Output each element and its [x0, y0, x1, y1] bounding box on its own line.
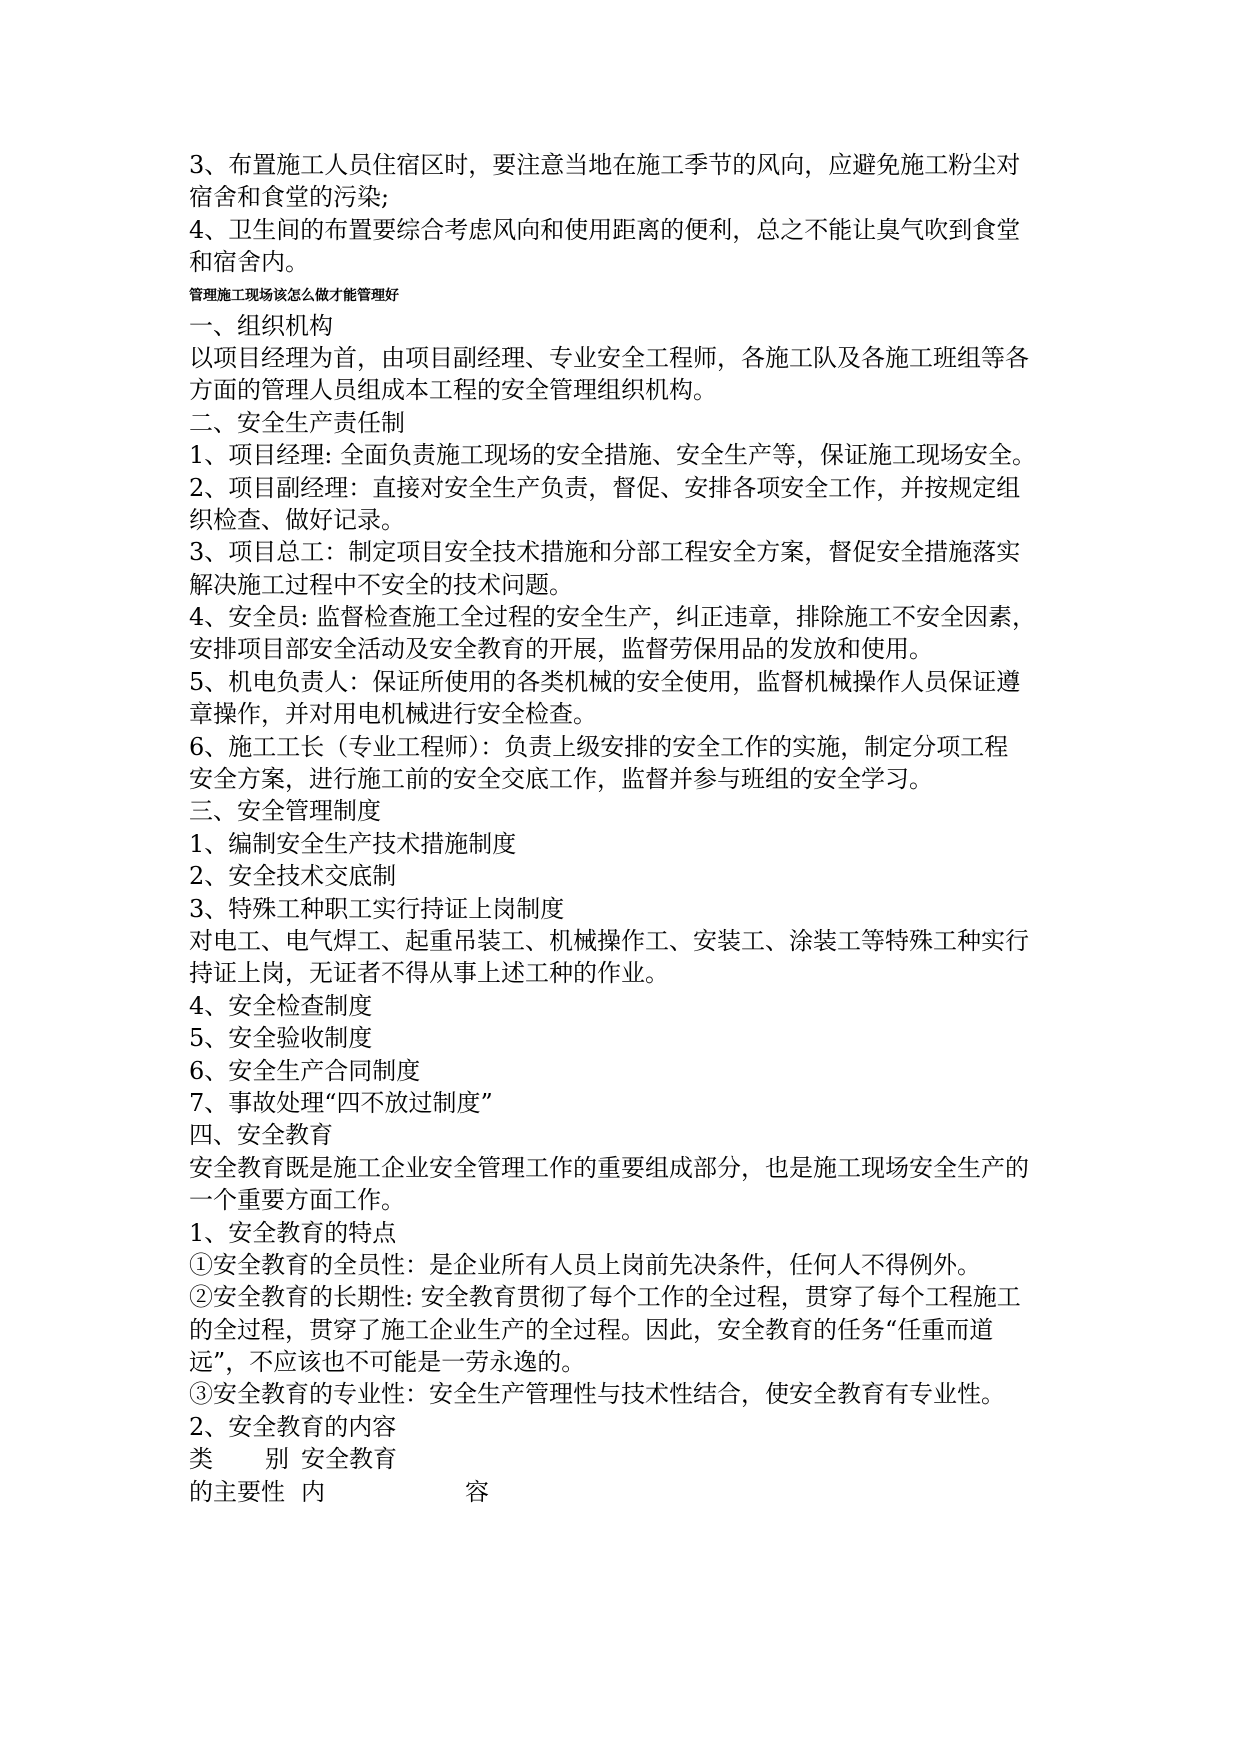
- table-header-content-char-1: 内: [301, 1478, 325, 1507]
- text-line: 和宿舍内。: [189, 248, 309, 277]
- main-paragraphs: [189, 310, 1064, 1444]
- text-line: 7、事故处理“四不放过制度”: [189, 1088, 493, 1117]
- text-line: 5、机电负责人：保证所使用的各类机械的安全使用，监督机械操作人员保证遵: [189, 667, 1021, 696]
- text-line: ①安全教育的全员性：是企业所有人员上岗前先决条件，任何人不得例外。: [189, 1250, 981, 1279]
- text-line: 四、安全教育: [189, 1121, 333, 1150]
- text-line: 对电工、电气焊工、起重吊装工、机械操作工、安装工、涂装工等特殊工种实行: [189, 926, 1029, 955]
- text-line: 以项目经理为首，由项目副经理、专业安全工程师，各施工队及各施工班组等各: [189, 343, 1029, 372]
- table-header-category-char-2: 别: [265, 1445, 289, 1474]
- text-line: 1、项目经理: 全面负责施工现场的安全措施、安全生产等，保证施工现场安全。: [189, 441, 1036, 470]
- text-line: 二、安全生产责任制: [189, 408, 405, 437]
- text-line: 章操作，并对用电机械进行安全检查。: [189, 700, 597, 729]
- text-line: 3、特殊工种职工实行持证上岗制度: [189, 894, 565, 923]
- text-line: 3、项目总工：制定项目安全技术措施和分部工程安全方案，督促安全措施落实: [189, 538, 1021, 567]
- text-line: 1、安全教育的特点: [189, 1218, 397, 1247]
- table-header-row-2: [189, 1476, 1064, 1508]
- table-header-importance: 的主要性: [189, 1478, 285, 1507]
- text-line: 三、安全管理制度: [189, 797, 381, 826]
- text-line: 2、安全教育的内容: [189, 1412, 397, 1441]
- text-line: 1、编制安全生产技术措施制度: [189, 829, 517, 858]
- text-line: ②安全教育的长期性: 安全教育贯彻了每个工作的全过程，贯穿了每个工程施工: [189, 1283, 1021, 1312]
- document-body: [189, 149, 1064, 1509]
- text-line: 安全教育既是施工企业安全管理工作的重要组成部分，也是施工现场安全生产的: [189, 1153, 1029, 1182]
- text-line: 2、项目副经理：直接对安全生产负责，督促、安排各项安全工作，并按规定组: [189, 473, 1021, 502]
- text-line: 一、组织机构: [189, 311, 333, 340]
- text-line: 安全方案，进行施工前的安全交底工作，监督并参与班组的安全学习。: [189, 765, 933, 794]
- table-header-content-char-2: 容: [465, 1478, 489, 1507]
- text-line: 织检查、做好记录。: [189, 505, 405, 534]
- text-line: 一个重要方面工作。: [189, 1186, 405, 1215]
- text-line: 解决施工过程中不安全的技术问题。: [189, 570, 573, 599]
- table-header-education: 安全教育: [301, 1445, 397, 1474]
- text-line: 6、施工工长（专业工程师）：负责上级安排的安全工作的实施，制定分项工程: [189, 732, 1009, 761]
- text-line: 3、布置施工人员住宿区时，要注意当地在施工季节的风向，应避免施工粉尘对: [189, 151, 1021, 179]
- text-line: 2、安全技术交底制: [189, 862, 397, 891]
- text-line: 4、安全检查制度: [189, 991, 373, 1020]
- text-line: 方面的管理人员组成本工程的安全管理组织机构。: [189, 376, 717, 405]
- text-line: 5、安全验收制度: [189, 1024, 373, 1053]
- text-line: 持证上岗，无证者不得从事上述工种的作业。: [189, 959, 669, 988]
- text-line: 4、卫生间的布置要综合考虑风向和使用距离的便利，总之不能让臭气吹到食堂: [189, 215, 1021, 244]
- table-header-category-char-1: 类: [189, 1445, 213, 1474]
- text-line: 远”，不应该也不可能是一劳永逸的。: [189, 1348, 586, 1377]
- text-line: 安排项目部安全活动及安全教育的开展，监督劳保用品的发放和使用。: [189, 635, 933, 664]
- text-line: 的全过程，贯穿了施工企业生产的全过程。因此，安全教育的任务“任重而道: [189, 1315, 994, 1344]
- table-header-row-1: [189, 1443, 1064, 1475]
- intro-paragraphs: [189, 149, 1064, 279]
- text-line: 4、安全员: 监督检查施工全过程的安全生产，纠正违章，排除施工不安全因素，: [189, 603, 1036, 632]
- section-heading: 管理施工现场该怎么做才能管理好: [189, 287, 399, 304]
- text-line: 宿舍和食堂的污染;: [189, 183, 390, 212]
- text-line: ③安全教育的专业性：安全生产管理性与技术性结合，使安全教育有专业性。: [189, 1380, 1005, 1409]
- text-line: 6、安全生产合同制度: [189, 1056, 421, 1085]
